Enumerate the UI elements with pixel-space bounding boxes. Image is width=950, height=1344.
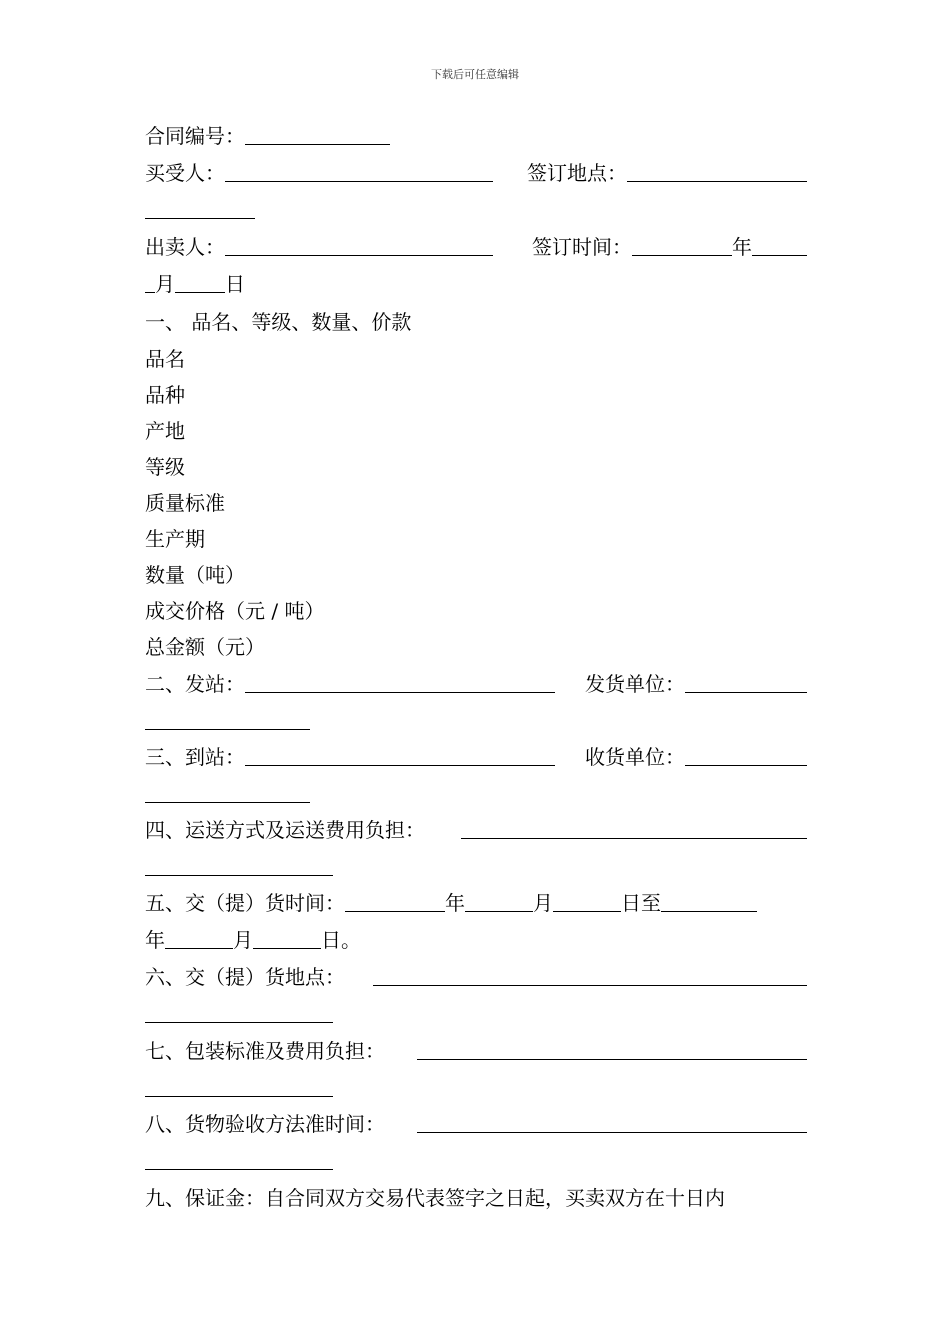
page-header: 下载后可任意编辑 <box>431 68 519 81</box>
item-product-name: 品名 <box>145 347 185 371</box>
delivery-start-day-blank[interactable] <box>553 891 621 912</box>
item-grade: 等级 <box>145 455 185 479</box>
ship-unit-label: 发货单位： <box>585 672 685 696</box>
month-label: 月 <box>233 928 253 952</box>
ship-unit-blank[interactable] <box>685 672 807 693</box>
seller-label: 出卖人： <box>145 235 225 259</box>
to-label: 日至 <box>621 891 661 915</box>
month-label: 月 <box>155 272 175 296</box>
buyer-label: 买受人： <box>145 161 225 185</box>
section6-label: 六、交（提）货地点： <box>145 965 345 989</box>
sign-time-label: 签订时间： <box>532 235 632 259</box>
month-label: 月 <box>533 891 553 915</box>
section4-line <box>145 818 807 842</box>
sign-month-blank[interactable] <box>752 235 807 256</box>
transport-blank[interactable] <box>461 818 807 839</box>
item-total-amount: 总金额（元） <box>145 635 265 659</box>
contract-no-blank[interactable] <box>245 124 390 145</box>
inspection-blank[interactable] <box>417 1112 807 1133</box>
item-quantity: 数量（吨） <box>145 563 245 587</box>
sign-place-label: 签订地点： <box>527 161 627 185</box>
section7-label: 七、包装标准及费用负担： <box>145 1039 385 1063</box>
delivery-end-year-blank[interactable] <box>661 891 757 912</box>
buyer-line <box>145 161 807 185</box>
departure-station-blank[interactable] <box>245 672 555 693</box>
section8-line <box>145 1112 807 1136</box>
section3-label: 三、到站： <box>145 745 245 769</box>
section5-line <box>145 891 807 915</box>
section6-line <box>145 965 807 989</box>
section9-text: 九、保证金：自合同双方交易代表签字之日起，买卖双方在十日内 <box>145 1186 725 1210</box>
inspection-blank-cont[interactable] <box>145 1168 333 1170</box>
delivery-place-blank-cont[interactable] <box>145 1021 333 1023</box>
sign-year-blank[interactable] <box>632 235 732 256</box>
transport-blank-cont[interactable] <box>145 874 333 876</box>
section7-line <box>145 1039 807 1063</box>
item-quality-standard: 质量标准 <box>145 491 225 515</box>
section5-label: 五、交（提）货时间： <box>145 891 345 915</box>
recv-unit-label: 收货单位： <box>585 745 685 769</box>
section8-label: 八、货物验收方法准时间： <box>145 1112 385 1136</box>
item-variety: 品种 <box>145 383 185 407</box>
sign-place-blank-cont[interactable] <box>145 217 255 219</box>
seller-blank[interactable] <box>225 235 493 256</box>
ship-unit-blank-cont[interactable] <box>145 728 310 730</box>
recv-unit-blank-cont[interactable] <box>145 801 310 803</box>
packaging-blank[interactable] <box>417 1039 807 1060</box>
year-label: 年 <box>445 891 465 915</box>
section1-title: 一、 品名、等级、数量、价款 <box>145 310 412 334</box>
sign-place-blank[interactable] <box>627 161 807 182</box>
day-end-label: 日。 <box>321 928 361 952</box>
section5-line-cont <box>145 928 361 952</box>
contract-no-label: 合同编号： <box>145 124 245 148</box>
section4-label: 四、运送方式及运送费用负担： <box>145 818 425 842</box>
contract-no-line <box>145 124 390 148</box>
seller-line <box>145 235 807 259</box>
section2-line <box>145 672 807 696</box>
delivery-start-year-blank[interactable] <box>345 891 445 912</box>
day-label: 日 <box>225 272 245 296</box>
sign-day-blank[interactable] <box>175 272 225 293</box>
year-label: 年 <box>732 235 752 259</box>
year-label: 年 <box>145 928 165 952</box>
delivery-place-blank[interactable] <box>373 965 807 986</box>
item-price: 成交价格（元 / 吨） <box>145 599 325 623</box>
arrival-station-blank[interactable] <box>245 745 555 766</box>
item-production-period: 生产期 <box>145 527 205 551</box>
item-origin: 产地 <box>145 419 185 443</box>
section2-label: 二、发站： <box>145 672 245 696</box>
recv-unit-blank[interactable] <box>685 745 807 766</box>
buyer-blank[interactable] <box>225 161 493 182</box>
delivery-start-month-blank[interactable] <box>465 891 533 912</box>
packaging-blank-cont[interactable] <box>145 1095 333 1097</box>
sign-date-line <box>145 272 245 296</box>
delivery-end-day-blank[interactable] <box>253 928 321 949</box>
sign-month-blank-cont[interactable] <box>145 272 155 293</box>
section3-line <box>145 745 807 769</box>
delivery-end-month-blank[interactable] <box>165 928 233 949</box>
